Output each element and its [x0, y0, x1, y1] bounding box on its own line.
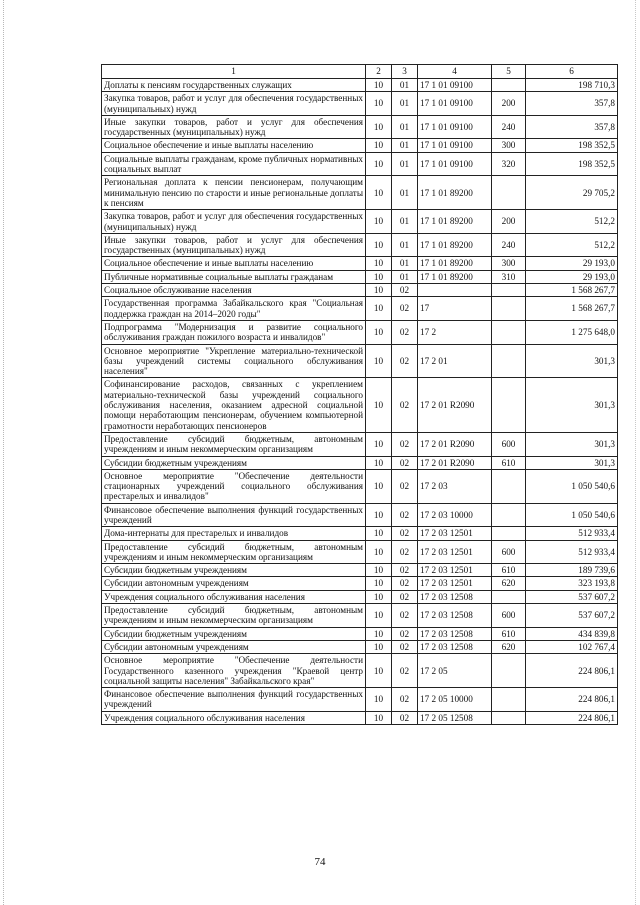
row-amount: 29 193,0	[526, 270, 618, 283]
row-podrazdel: 01	[392, 152, 418, 176]
row-name: Социальное обеспечение и иные выплаты населению	[102, 139, 366, 152]
row-amount: 512,2	[526, 233, 618, 257]
row-name: Дома-интернаты для престарелых и инвалидов	[102, 527, 366, 540]
row-amount: 301,3	[526, 456, 618, 469]
row-razdel: 10	[366, 590, 392, 603]
row-expense-type	[492, 503, 526, 527]
row-expense-type	[492, 469, 526, 503]
row-expense-type	[492, 320, 526, 344]
row-podrazdel: 02	[392, 654, 418, 688]
row-name: Публичные нормативные социальные выплаты гражданам	[102, 270, 366, 283]
scan-edge-left	[3, 0, 5, 905]
row-podrazdel: 02	[392, 711, 418, 724]
row-name: Подпрограмма "Модернизация и развитие социального обслуживания граждан пожилого возраста и инвалидов"	[102, 320, 366, 344]
row-expense-type: 610	[492, 627, 526, 640]
table-row	[102, 233, 618, 257]
row-amount: 301,3	[526, 378, 618, 432]
row-razdel: 10	[366, 604, 392, 628]
row-podrazdel: 02	[392, 378, 418, 432]
row-razdel: 10	[366, 627, 392, 640]
table-row	[102, 640, 618, 653]
row-target-code: 17 2 03 12508	[418, 627, 492, 640]
row-name: Субсидии бюджетным учреждениям	[102, 564, 366, 577]
row-razdel: 10	[366, 344, 392, 378]
table-row	[102, 540, 618, 564]
row-amount: 198 352,5	[526, 152, 618, 176]
row-amount: 224 806,1	[526, 688, 618, 712]
row-expense-type	[492, 176, 526, 210]
row-razdel: 10	[366, 92, 392, 116]
row-razdel: 10	[366, 152, 392, 176]
row-expense-type: 620	[492, 577, 526, 590]
row-name: Основное мероприятие "Обеспечение деятельности Государственного казенного учреждения "Краевой центр социальной защиты населения" Забайкальского края"	[102, 654, 366, 688]
scan-edge-right	[635, 0, 637, 905]
row-razdel: 10	[366, 711, 392, 724]
table-row	[102, 92, 618, 116]
row-expense-type	[492, 527, 526, 540]
row-target-code: 17 2 03 10000	[418, 503, 492, 527]
row-expense-type: 240	[492, 233, 526, 257]
row-amount: 512 933,4	[526, 527, 618, 540]
row-amount: 512 933,4	[526, 540, 618, 564]
row-name: Иные закупки товаров, работ и услуг для обеспечения государственных (муниципальных) нужд	[102, 115, 366, 139]
row-name: Предоставление субсидий бюджетным, автономным учреждениям и иным некоммерческим организациям	[102, 432, 366, 456]
row-name: Предоставление субсидий бюджетным, автономным учреждениям и иным некоммерческим организациям	[102, 540, 366, 564]
table-row	[102, 284, 618, 297]
row-podrazdel: 02	[392, 627, 418, 640]
row-name: Субсидии бюджетным учреждениям	[102, 456, 366, 469]
row-target-code: 17 2	[418, 320, 492, 344]
table-row	[102, 115, 618, 139]
table-row	[102, 344, 618, 378]
row-name: Иные закупки товаров, работ и услуг для обеспечения государственных (муниципальных) нужд	[102, 233, 366, 257]
table-row	[102, 604, 618, 628]
row-target-code: 17 1 01 89200	[418, 270, 492, 283]
row-target-code: 17 2 01 R2090	[418, 456, 492, 469]
row-expense-type: 300	[492, 257, 526, 270]
row-name: Региональная доплата к пенсии пенсионерам, получающим минимальную пенсию по старости и иные региональные доплаты к пенсиям	[102, 176, 366, 210]
row-name: Финансовое обеспечение выполнения функций государственных учреждений	[102, 688, 366, 712]
row-razdel: 10	[366, 577, 392, 590]
row-razdel: 10	[366, 456, 392, 469]
row-expense-type: 200	[492, 210, 526, 234]
row-amount: 357,8	[526, 92, 618, 116]
table-row	[102, 564, 618, 577]
table-row	[102, 590, 618, 603]
row-name: Закупка товаров, работ и услуг для обеспечения государственных (муниципальных) нужд	[102, 92, 366, 116]
row-target-code: 17	[418, 297, 492, 321]
row-target-code: 17 1 01 89200	[418, 210, 492, 234]
table-row	[102, 688, 618, 712]
row-podrazdel: 02	[392, 577, 418, 590]
row-amount: 434 839,8	[526, 627, 618, 640]
header-col-6: 6	[526, 65, 618, 79]
row-name: Социальное обеспечение и иные выплаты населению	[102, 257, 366, 270]
row-name: Предоставление субсидий бюджетным, автономным учреждениям и иным некоммерческим организациям	[102, 604, 366, 628]
row-target-code: 17 1 01 09100	[418, 115, 492, 139]
row-podrazdel: 02	[392, 527, 418, 540]
row-razdel: 10	[366, 79, 392, 92]
row-target-code: 17 1 01 89200	[418, 233, 492, 257]
row-expense-type: 240	[492, 115, 526, 139]
row-expense-type: 320	[492, 152, 526, 176]
row-expense-type: 600	[492, 604, 526, 628]
row-expense-type: 200	[492, 92, 526, 116]
row-amount: 537 607,2	[526, 604, 618, 628]
row-target-code: 17 2 03 12501	[418, 540, 492, 564]
table-row	[102, 627, 618, 640]
row-name: Субсидии бюджетным учреждениям	[102, 627, 366, 640]
row-expense-type	[492, 79, 526, 92]
row-expense-type: 310	[492, 270, 526, 283]
table-row	[102, 79, 618, 92]
row-podrazdel: 01	[392, 270, 418, 283]
page-number: 74	[314, 856, 326, 868]
table-row	[102, 503, 618, 527]
row-amount: 224 806,1	[526, 711, 618, 724]
row-name: Государственная программа Забайкальского края "Социальная поддержка граждан на 2014–2020 годы"	[102, 297, 366, 321]
row-expense-type: 300	[492, 139, 526, 152]
row-razdel: 10	[366, 115, 392, 139]
table-row	[102, 257, 618, 270]
header-col-1: 1	[102, 65, 366, 79]
row-podrazdel: 01	[392, 92, 418, 116]
row-razdel: 10	[366, 284, 392, 297]
row-name: Социальное обслуживание населения	[102, 284, 366, 297]
row-razdel: 10	[366, 233, 392, 257]
row-podrazdel: 02	[392, 604, 418, 628]
row-amount: 1 275 648,0	[526, 320, 618, 344]
row-razdel: 10	[366, 564, 392, 577]
table-row	[102, 527, 618, 540]
row-podrazdel: 02	[392, 344, 418, 378]
row-expense-type	[492, 711, 526, 724]
row-razdel: 10	[366, 469, 392, 503]
row-amount: 301,3	[526, 344, 618, 378]
row-amount: 102 767,4	[526, 640, 618, 653]
row-razdel: 10	[366, 257, 392, 270]
row-expense-type	[492, 688, 526, 712]
row-amount: 198 710,3	[526, 79, 618, 92]
row-target-code: 17 2 03	[418, 469, 492, 503]
row-razdel: 10	[366, 270, 392, 283]
row-amount: 537 607,2	[526, 590, 618, 603]
row-amount: 1 568 267,7	[526, 297, 618, 321]
row-amount: 198 352,5	[526, 139, 618, 152]
row-razdel: 10	[366, 297, 392, 321]
budget-table	[101, 64, 618, 725]
row-podrazdel: 02	[392, 640, 418, 653]
row-podrazdel: 02	[392, 688, 418, 712]
row-podrazdel: 01	[392, 257, 418, 270]
row-target-code: 17 1 01 09100	[418, 152, 492, 176]
row-target-code: 17 2 03 12501	[418, 564, 492, 577]
row-expense-type: 600	[492, 432, 526, 456]
row-expense-type	[492, 378, 526, 432]
row-target-code: 17 1 01 09100	[418, 79, 492, 92]
row-name: Учреждения социального обслуживания населения	[102, 590, 366, 603]
row-target-code: 17 1 01 09100	[418, 139, 492, 152]
row-razdel: 10	[366, 176, 392, 210]
header-col-3: 3	[392, 65, 418, 79]
row-podrazdel: 01	[392, 210, 418, 234]
row-target-code: 17 2 03 12501	[418, 527, 492, 540]
table-row	[102, 456, 618, 469]
table-row	[102, 469, 618, 503]
header-col-5: 5	[492, 65, 526, 79]
row-expense-type	[492, 590, 526, 603]
row-podrazdel: 02	[392, 456, 418, 469]
row-amount: 29 193,0	[526, 257, 618, 270]
row-razdel: 10	[366, 540, 392, 564]
row-podrazdel: 02	[392, 432, 418, 456]
row-target-code: 17 2 03 12508	[418, 640, 492, 653]
row-amount: 1 568 267,7	[526, 284, 618, 297]
row-razdel: 10	[366, 688, 392, 712]
row-target-code: 17 2 01 R2090	[418, 378, 492, 432]
row-expense-type	[492, 654, 526, 688]
row-target-code: 17 2 05 10000	[418, 688, 492, 712]
row-podrazdel: 01	[392, 79, 418, 92]
row-target-code: 17 2 01 R2090	[418, 432, 492, 456]
row-target-code: 17 2 05	[418, 654, 492, 688]
row-expense-type	[492, 284, 526, 297]
row-expense-type	[492, 344, 526, 378]
row-name: Закупка товаров, работ и услуг для обеспечения государственных (муниципальных) нужд	[102, 210, 366, 234]
row-name: Основное мероприятие "Укрепление материально-технической базы учреждений системы социального обслуживания населения"	[102, 344, 366, 378]
row-podrazdel: 02	[392, 320, 418, 344]
row-podrazdel: 01	[392, 233, 418, 257]
row-podrazdel: 01	[392, 176, 418, 210]
table-row	[102, 270, 618, 283]
row-podrazdel: 02	[392, 503, 418, 527]
row-razdel: 10	[366, 320, 392, 344]
row-podrazdel: 02	[392, 540, 418, 564]
row-podrazdel: 01	[392, 115, 418, 139]
row-expense-type: 600	[492, 540, 526, 564]
row-razdel: 10	[366, 503, 392, 527]
table-row	[102, 152, 618, 176]
row-target-code: 17 1 01 89200	[418, 257, 492, 270]
table-row	[102, 654, 618, 688]
table-row	[102, 378, 618, 432]
row-razdel: 10	[366, 432, 392, 456]
table-row	[102, 711, 618, 724]
row-razdel: 10	[366, 527, 392, 540]
table-row	[102, 176, 618, 210]
row-razdel: 10	[366, 654, 392, 688]
row-name: Учреждения социального обслуживания населения	[102, 711, 366, 724]
row-podrazdel: 02	[392, 590, 418, 603]
row-name: Субсидии автономным учреждениям	[102, 577, 366, 590]
row-name: Финансовое обеспечение выполнения функций государственных учреждений	[102, 503, 366, 527]
row-target-code: 17 2 05 12508	[418, 711, 492, 724]
table-row	[102, 297, 618, 321]
row-podrazdel: 02	[392, 469, 418, 503]
row-razdel: 10	[366, 139, 392, 152]
budget-table-container	[101, 64, 617, 725]
row-name: Субсидии автономным учреждениям	[102, 640, 366, 653]
row-amount: 512,2	[526, 210, 618, 234]
row-amount: 189 739,6	[526, 564, 618, 577]
row-name: Доплаты к пенсиям государственных служащих	[102, 79, 366, 92]
row-razdel: 10	[366, 210, 392, 234]
row-name: Основное мероприятие "Обеспечение деятельности стационарных учреждений социального обслуживания престарелых и инвалидов"	[102, 469, 366, 503]
row-expense-type: 610	[492, 456, 526, 469]
header-col-2: 2	[366, 65, 392, 79]
row-amount: 357,8	[526, 115, 618, 139]
row-name: Софинансирование расходов, связанных с укреплением материально-технической базы учреждений социального обслуживания населения, оказанием адресной социальной помощи неработающим пенсионерам, обучением компьютерной грамотности неработающих пенсионеров	[102, 378, 366, 432]
table-row	[102, 210, 618, 234]
row-expense-type: 620	[492, 640, 526, 653]
header-col-4: 4	[418, 65, 492, 79]
row-target-code: 17 2 03 12508	[418, 590, 492, 603]
row-podrazdel: 01	[392, 139, 418, 152]
row-podrazdel: 02	[392, 297, 418, 321]
row-name: Социальные выплаты гражданам, кроме публичных нормативных социальных выплат	[102, 152, 366, 176]
row-razdel: 10	[366, 640, 392, 653]
table-row	[102, 139, 618, 152]
row-target-code: 17 1 01 09100	[418, 92, 492, 116]
row-amount: 29 705,2	[526, 176, 618, 210]
table-row	[102, 577, 618, 590]
row-expense-type: 610	[492, 564, 526, 577]
row-razdel: 10	[366, 378, 392, 432]
row-target-code	[418, 284, 492, 297]
row-target-code: 17 2 03 12501	[418, 577, 492, 590]
table-row	[102, 320, 618, 344]
row-podrazdel: 02	[392, 564, 418, 577]
row-expense-type	[492, 297, 526, 321]
row-amount: 1 050 540,6	[526, 503, 618, 527]
row-amount: 1 050 540,6	[526, 469, 618, 503]
row-target-code: 17 1 01 89200	[418, 176, 492, 210]
table-row	[102, 432, 618, 456]
header-row	[102, 65, 618, 79]
row-target-code: 17 2 01	[418, 344, 492, 378]
row-target-code: 17 2 03 12508	[418, 604, 492, 628]
row-amount: 224 806,1	[526, 654, 618, 688]
row-podrazdel: 02	[392, 284, 418, 297]
row-amount: 323 193,8	[526, 577, 618, 590]
row-amount: 301,3	[526, 432, 618, 456]
